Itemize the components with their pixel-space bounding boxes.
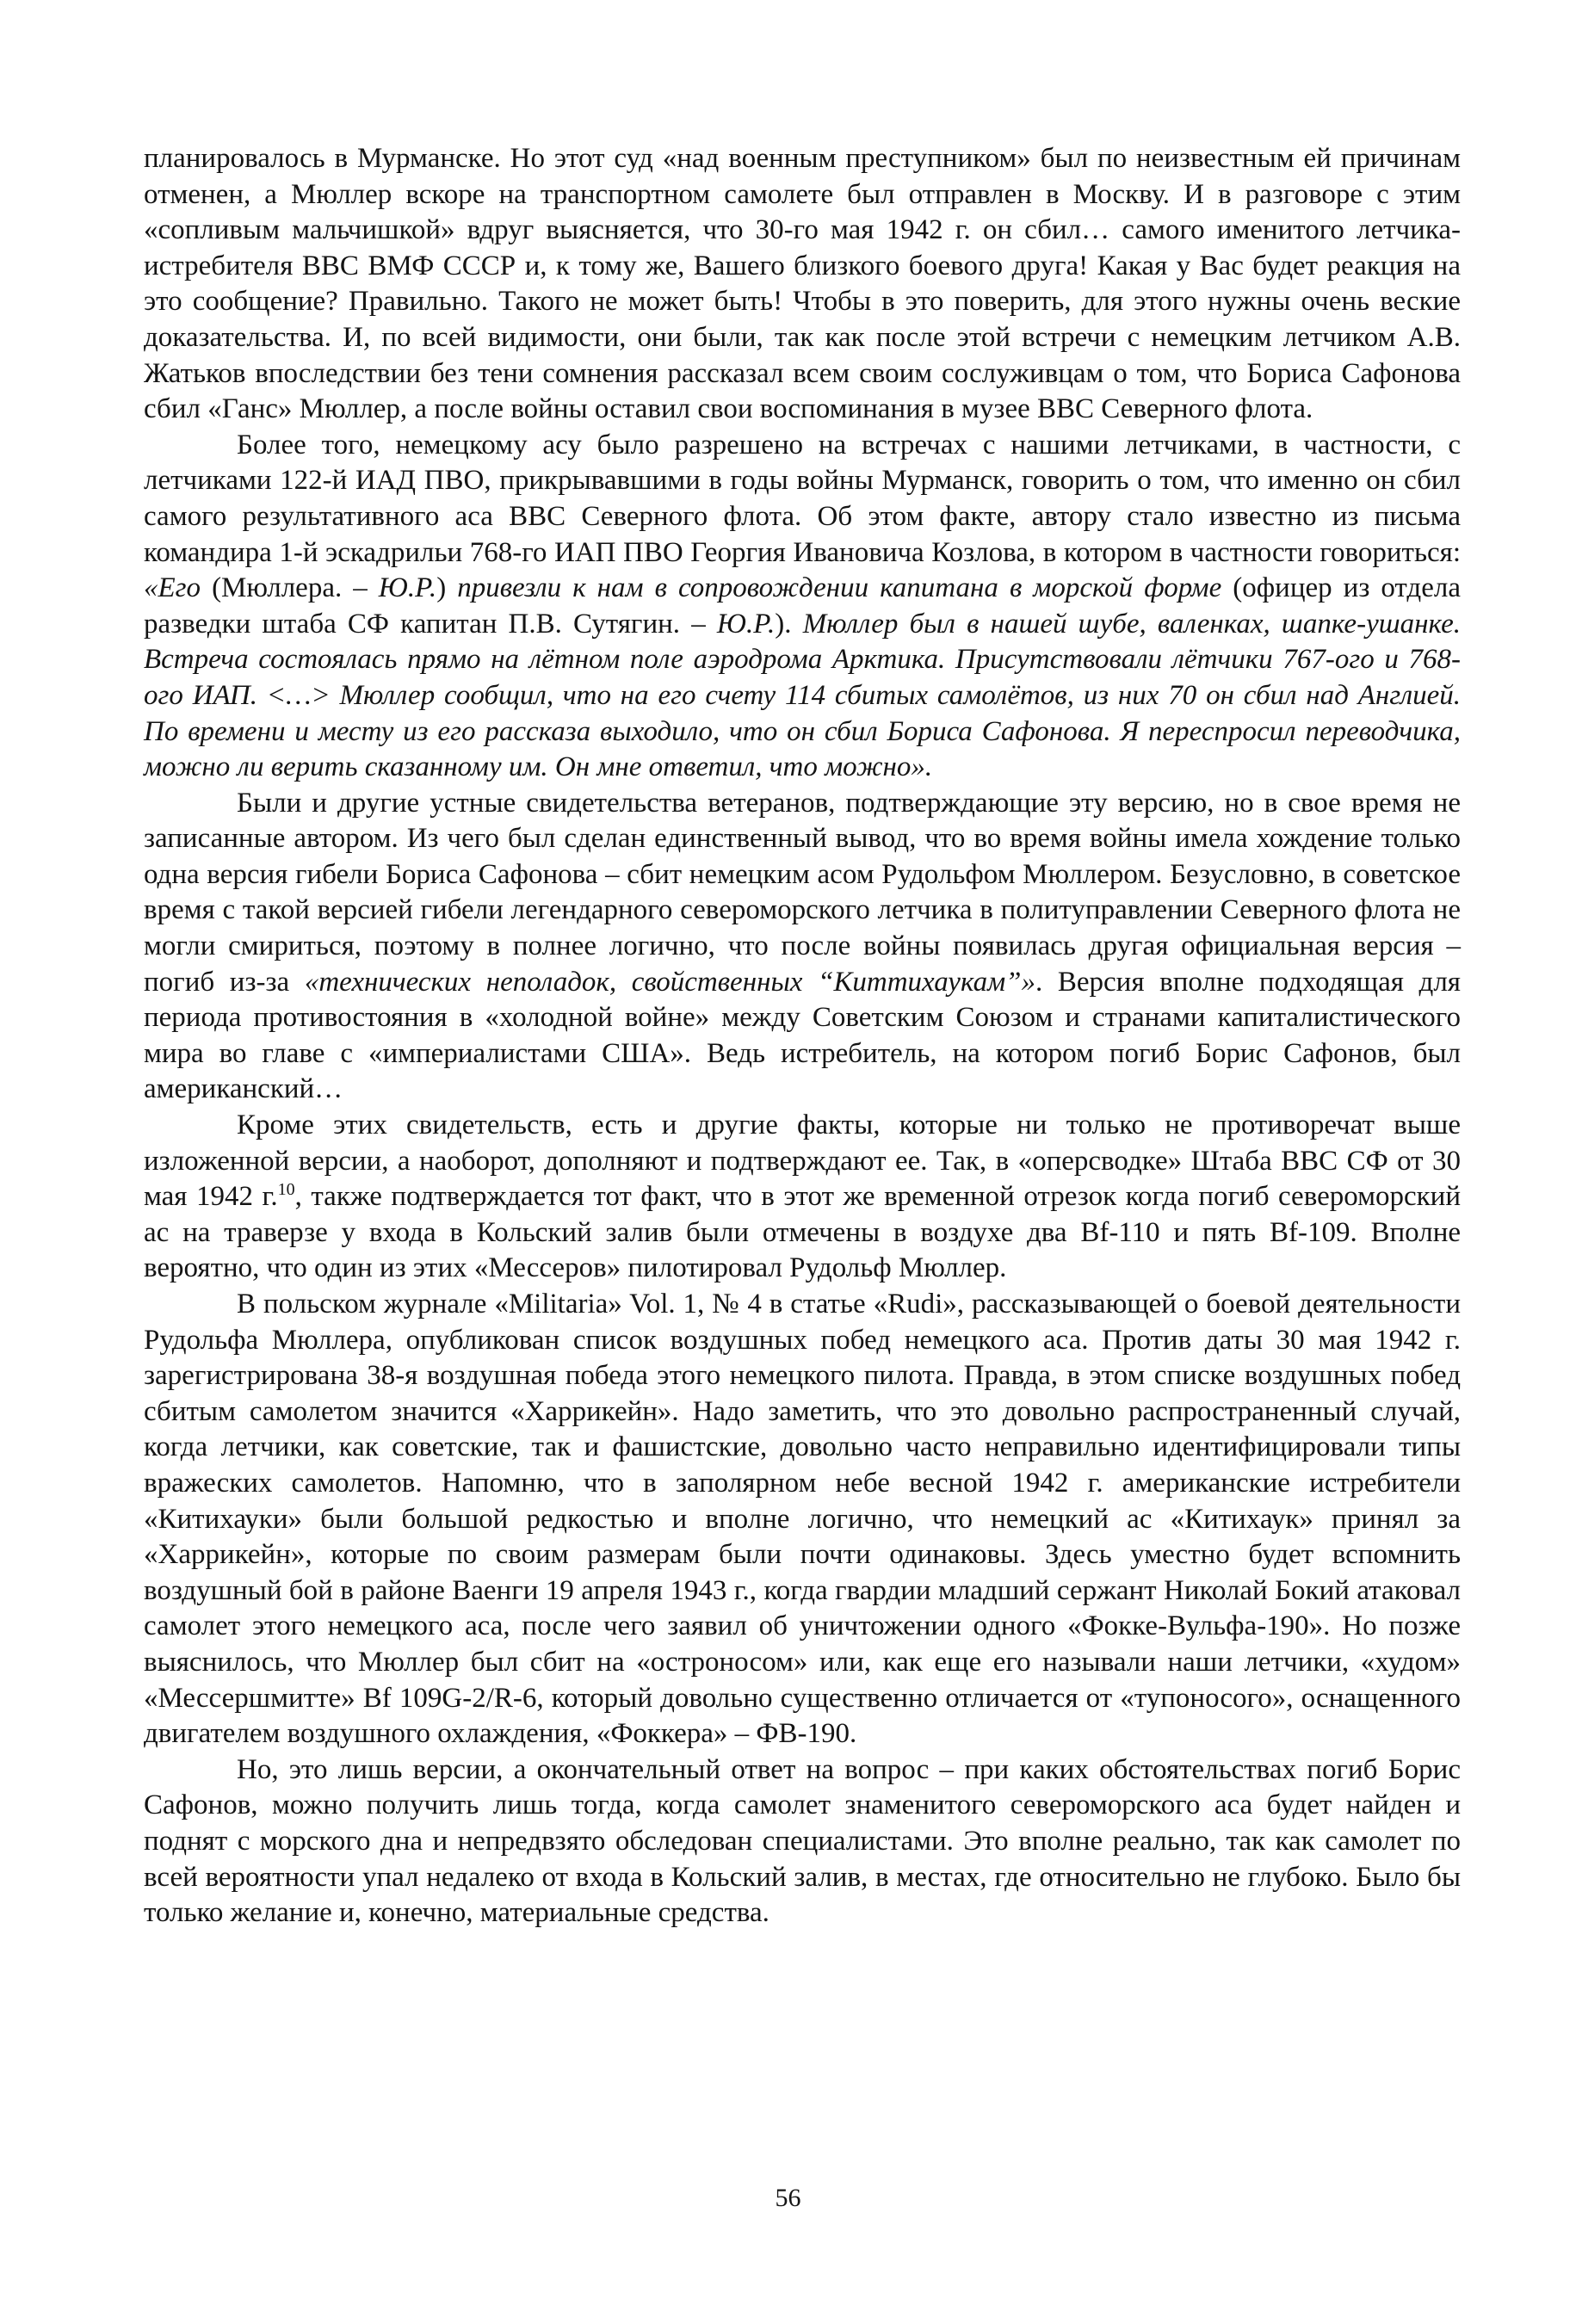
quote-italic: Мюллер был в нашей шубе, валенках, шапке-ушанке. Встреча состоялась прямо на лётном поле аэродрома Арктика. Присутствовали лётчики 767-ого и 768-ого ИАП. <…> Мюллер сообщил, что на его счету 114 сбитых самолётов, из них 70 он сбил над Англией. По времени и месту из его рассказа выходило, что он сбил Бориса Сафонова. Я переспросил переводчика, можно ли верить сказанному им. Он мне ответил, что можно». <box>144 608 1462 783</box>
paragraph-6 <box>144 1752 1461 1932</box>
footnote-reference[interactable]: 10 <box>277 1180 295 1200</box>
author-initials: Ю.Р. <box>716 608 776 640</box>
text-segment: , также подтверждается тот факт, что в этот же временной отрезок когда погиб североморский ас на траверзе у входа в Кольский залив были отмечены в воздухе два Bf-110 и пять Bf-109. Вполне вероятно, что один из этих «Мессеров» пилотировал Рудольф Мюллер. <box>144 1181 1461 1284</box>
text-segment: (офицер из отдела разведки штаба СФ капитан П.В. Сутягин. – <box>144 572 1461 640</box>
text-segment: В польском журнале «Militaria» Vol. 1, № 4 в статье «Rudi», рассказывающей о боевой деятельности Рудольфа Мюллера, опубликован список воздушных побед немецкого аса. Против даты 30 мая 1942 г. зарегистрирована 38-я воздушная победа этого немецкого пилота. Правда, в этом списке воздушных побед сбитым самолетом значится «Харрикейн». Надо заметить, что это довольно распространенный случай, когда летчики, как советские, так и фашистские, довольно часто неправильно идентифицировали типы вражеских самолетов. Напомню, что в заполярном небе весной 1942 г. американские истребители «Китихауки» были большой редкостью и вполне логично, что немецкий ас «Китихаук» принял за «Харрикейн», которые по своим размерам были почти одинаковы. Здесь уместно будет вспомнить воздушный бой в районе Ваенги 19 апреля 1943 г., когда гвардии младший сержант Николай Бокий атаковал самолет этого немецкого аса, после чего заявил об уничтожении одного «Фокке-Вульфа-190». Но позже выяснилось, что Мюллер был сбит на «остроносом» или, как еще его называли наши летчики, «худом» «Мессершмитте» Bf 109G-2/R-6, который довольно существенно отличается от «тупоносого», оснащенного двигателем воздушного охлаждения, «Фоккера» – ФВ-190. <box>144 1289 1461 1750</box>
paragraph-5 <box>144 1287 1461 1752</box>
quote-italic: «технических неполадок, свойственных “Киттихаукам”» <box>304 966 1035 998</box>
quote-italic: «Его <box>144 572 201 604</box>
page-number: 56 <box>775 2184 801 2212</box>
text-segment: Более того, немецкому асу было разрешено на встречах с нашими летчиками, в частности, с летчиками 122-й ИАД ПВО, прикрывавшими в годы войны Мурманск, говорить о том, что именно он сбил самого результативного аса ВВС Северного флота. Об этом факте, автору стало известно из письма командира 1-й эскадрильи 768-го ИАП ПВО Георгия Ивановича Козлова, в котором в частности говориться: <box>144 429 1461 568</box>
text-segment: ). <box>775 608 803 640</box>
text-segment: Но, это лишь версии, а окончательный ответ на вопрос – при каких обстоятельствах погиб Борис Сафонов, можно получить лишь тогда, когда самолет знаменитого североморского аса будет найден и поднят с морского дна и непредвзято обследован специалистами. Это вполне реально, так как самолет по всей вероятности упал недалеко от входа в Кольский залив, в местах, где относительно не глубоко. Было бы только желание и, конечно, материальные средства. <box>144 1753 1461 1929</box>
paragraph-3 <box>144 786 1461 1108</box>
text-segment: Кроме этих свидетельств, есть и другие факты, которые ни только не противоречат выше изложенной версии, а наоборот, дополняют и подтверждают ее. Так, в «оперсводке» Штаба ВВС СФ от 30 мая 1942 г. <box>144 1109 1461 1213</box>
text-segment: (Мюллера. – <box>201 572 379 604</box>
paragraph-4 <box>144 1108 1461 1287</box>
body-text <box>144 141 1461 1932</box>
quote-italic: привезли к нам в сопровождении капитана в морской форме <box>457 572 1222 604</box>
text-segment: ) <box>436 572 458 604</box>
text-segment: планировалось в Мурманске. Но этот суд «над военным преступником» был по неизвестным ей причинам отменен, а Мюллер вскоре на транспортном самолете был отправлен в Москву. И в разговоре с этим «сопливым мальчишкой» вдруг выясняется, что 30-го мая 1942 г. он сбил… самого именитого летчика-истребителя ВВС ВМФ СССР и, к тому же, Вашего близкого боевого друга! Какая у Вас будет реакция на это сообщение? Правильно. Такого не может быть! Чтобы в это поверить, для этого нужны очень веские доказательства. И, по всей видимости, они были, так как после этой встречи с немецким летчиком А.В. Жатьков впоследствии без тени сомнения рассказал всем своим сослуживцам о том, что Бориса Сафонова сбил «Ганс» Мюллер, а после войны оставил свои воспоминания в музее ВВС Северного флота. <box>144 143 1461 425</box>
text-segment: . Версия вполне подходящая для периода противостояния в «холодной войне» между Советским Союзом и странами капиталистического мира во главе с «империалистами США». Ведь истребитель, на котором погиб Борис Сафонов, был американский… <box>144 966 1461 1105</box>
paragraph-1 <box>144 141 1461 428</box>
author-initials: Ю.Р. <box>378 572 437 604</box>
paragraph-2 <box>144 428 1461 786</box>
text-segment: Были и другие устные свидетельства ветеранов, подтверждающие эту версию, но в свое время не записанные автором. Из чего был сделан единственный вывод, что во время войны имела хождение только одна версия гибели Бориса Сафонова – сбит немецким асом Рудольфом Мюллером. Безусловно, в советское время с такой версией гибели легендарного североморского летчика в политуправлении Северного флота не могли смириться, поэтому в полнее логично, что после войны появилась другая официальная версия – погиб из-за <box>144 787 1461 998</box>
